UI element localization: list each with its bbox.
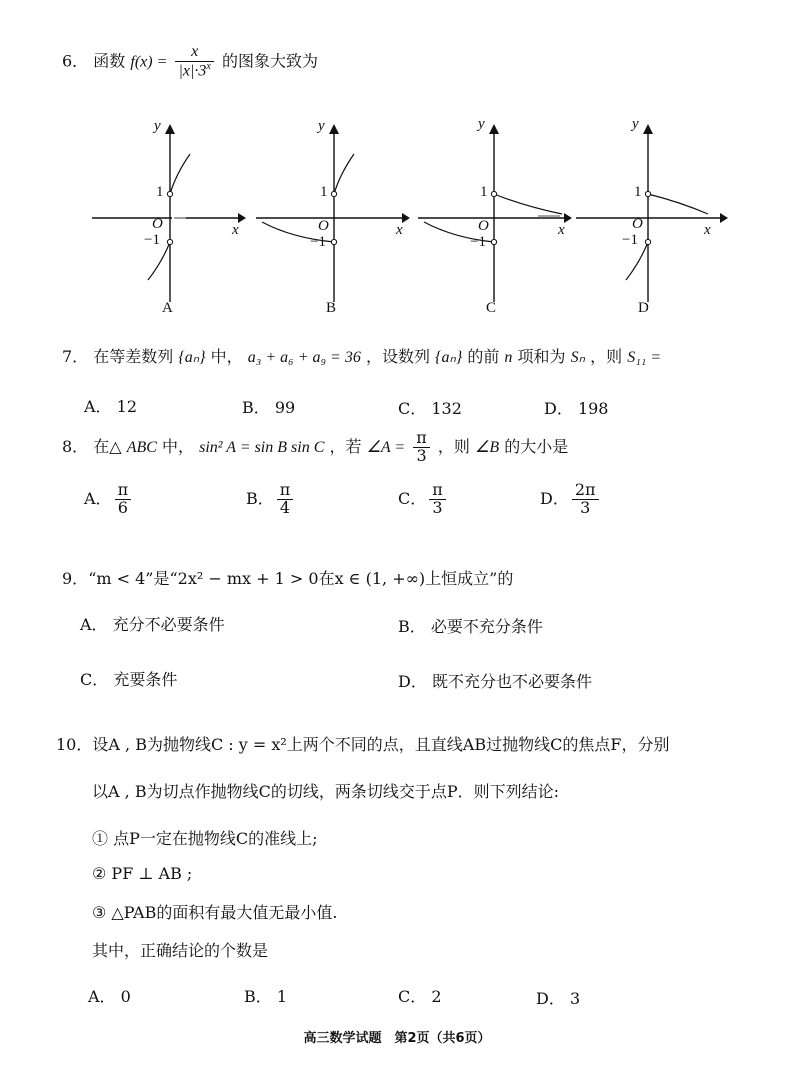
- q8-equation: sin² A = sin B sin C: [199, 438, 325, 456]
- q7-option-a-value: 12: [116, 397, 138, 416]
- q8-option-b-num: π: [277, 482, 294, 500]
- q8-text-b: 中，: [162, 436, 195, 456]
- q10-option-c-letter: C．: [398, 987, 427, 1006]
- q7-text-d: 的前: [467, 347, 500, 366]
- q8-option-b-fraction: [277, 482, 294, 517]
- q8-text-d: ，则: [437, 436, 470, 456]
- q9-number: 9．: [62, 569, 89, 588]
- q9-option-a[interactable]: [80, 612, 225, 635]
- graph-c-x-label: x: [558, 222, 565, 238]
- q8-option-d-num: 2π: [572, 482, 599, 500]
- q7-option-a-letter: A．: [84, 397, 112, 416]
- q10-option-c[interactable]: [398, 984, 442, 1007]
- graph-a: [88, 112, 248, 322]
- q9-option-d-text: 既不充分也不必要条件: [431, 672, 592, 691]
- q6-function-name: f(x) =: [130, 53, 168, 71]
- graph-b-letter: B: [326, 300, 337, 316]
- graph-d-letter: D: [638, 300, 649, 316]
- q8-angle-b: ∠B: [475, 438, 500, 456]
- q7-text-c: ，设数列: [365, 347, 430, 366]
- graph-c-y-label: y: [478, 116, 485, 132]
- graph-b-origin-label: O: [318, 218, 329, 234]
- q7-sequence: {aₙ}: [178, 349, 206, 366]
- graph-c: [414, 112, 574, 322]
- q8-option-a-den: 6: [117, 497, 128, 517]
- q8-option-c-num: π: [429, 482, 446, 500]
- q9-option-b-letter: B．: [398, 617, 426, 636]
- q6-suffix: 的图象大致为: [221, 51, 318, 71]
- q9-option-b[interactable]: [398, 614, 543, 637]
- q8-stem: [62, 430, 568, 465]
- q8-pi: π: [413, 430, 430, 448]
- q7-option-d-value: 198: [577, 399, 609, 418]
- q8-text-e: 的大小是: [504, 436, 569, 456]
- q8-option-b[interactable]: [246, 482, 296, 517]
- q7-number: 7．: [62, 347, 89, 366]
- graph-a-origin-label: O: [152, 216, 163, 232]
- q7-option-d[interactable]: [544, 396, 608, 419]
- q8-option-a-num: π: [115, 482, 132, 500]
- q8-triangle: ABC: [126, 438, 157, 456]
- q10-line-1-text: 设A , B为抛物线C : y = x²上两个不同的点，且直线AB过抛物线C的焦点F，分别: [92, 735, 670, 754]
- q10-item-3: [92, 900, 337, 923]
- q8-option-b-letter: B．: [246, 488, 274, 508]
- q10-conclusion-text: 其中，正确结论的个数是: [92, 941, 269, 960]
- graph-d-x-label: x: [704, 222, 711, 238]
- q10-option-b[interactable]: [244, 984, 287, 1007]
- q7-s11: S₁₁ =: [627, 349, 662, 366]
- q7-text-e: 项和为: [517, 347, 566, 366]
- q10-conclusion: [92, 938, 268, 961]
- q6-stem: [62, 44, 318, 80]
- q10-item-2: [92, 864, 192, 883]
- q8-option-d[interactable]: [540, 482, 602, 517]
- q8-three: 3: [416, 445, 427, 465]
- q10-item-1: [92, 826, 318, 849]
- graph-d: [570, 112, 730, 322]
- q9-option-b-text: 必要不充分条件: [430, 617, 543, 636]
- q7-option-c-value: 132: [431, 399, 462, 418]
- q8-option-d-letter: D．: [540, 488, 569, 508]
- q10-option-a[interactable]: [88, 984, 131, 1007]
- graph-c-letter: C: [486, 300, 497, 316]
- q8-pi-over-3: [413, 430, 430, 465]
- q8-text-a: 在△: [93, 436, 122, 456]
- q7-equation: a₃ + a₆ + a₉ = 36: [247, 349, 361, 366]
- q8-option-d-den: 3: [580, 497, 591, 517]
- q9-stem-text: “m < 4”是“2x² − mx + 1 > 0在x ∈ (1, +∞)上恒成立”的: [88, 569, 514, 588]
- q10-line-2-text: 以A , B为切点作抛物线C的切线，两条切线交于点P．则下列结论:: [92, 782, 559, 801]
- graph-c-origin-label: O: [478, 218, 489, 234]
- graph-b-one-label: 1: [320, 184, 328, 200]
- graph-b-plot: [252, 112, 412, 322]
- q9-stem: [62, 566, 513, 589]
- graph-a-one-label: 1: [156, 184, 164, 200]
- q9-option-d-letter: D．: [398, 672, 427, 691]
- q10-line-2: [92, 779, 559, 802]
- q10-option-c-value: 2: [431, 987, 442, 1006]
- graph-a-plot: [88, 112, 248, 322]
- graph-d-y-label: y: [632, 116, 639, 132]
- q7-stem: [62, 344, 661, 367]
- q9-option-d[interactable]: [398, 669, 592, 692]
- q8-option-c-letter: C．: [398, 488, 427, 508]
- q10-item-3-text: ③ △PAB的面积有最大值无最小值.: [92, 903, 338, 922]
- q7-option-b-letter: B．: [242, 398, 270, 417]
- q8-number: 8．: [62, 436, 89, 456]
- q7-text-f: ，则: [590, 347, 623, 366]
- q7-text-b: 中，: [210, 347, 243, 366]
- q6-denominator-base: |x|·3: [178, 62, 207, 80]
- graph-d-one-label: 1: [634, 184, 642, 200]
- graph-a-neg-one-label: −1: [144, 232, 160, 248]
- graph-d-plot: [570, 112, 730, 322]
- q7-option-a[interactable]: [84, 394, 137, 417]
- q6-prefix: 函数: [93, 51, 126, 71]
- q10-line-1: [56, 732, 669, 755]
- q8-option-c-den: 3: [432, 497, 443, 517]
- q6-number: 6．: [62, 51, 89, 71]
- q10-option-b-letter: B．: [244, 987, 272, 1006]
- q7-option-b[interactable]: [242, 395, 295, 418]
- q8-option-a[interactable]: [84, 482, 134, 517]
- q9-option-c[interactable]: [80, 667, 177, 690]
- graph-b-x-label: x: [396, 222, 403, 238]
- q7-option-d-letter: D．: [544, 399, 573, 418]
- graph-c-neg-one-label: −1: [470, 234, 486, 250]
- q9-option-c-text: 充要条件: [113, 670, 178, 689]
- graph-a-x-label: x: [232, 222, 239, 238]
- graph-b-y-label: y: [318, 118, 325, 134]
- graph-b: [252, 112, 412, 322]
- graph-d-neg-one-label: −1: [622, 232, 638, 248]
- q8-option-c-fraction: [429, 482, 446, 517]
- q10-number: 10．: [56, 735, 93, 754]
- q6-numerator: x: [175, 44, 213, 62]
- graph-a-letter: A: [162, 300, 173, 316]
- q7-sequence-2: {aₙ}: [435, 349, 463, 366]
- q7-n: n: [504, 349, 513, 366]
- q10-item-2-text: ② PF ⊥ AB ;: [92, 864, 193, 883]
- q9-option-a-letter: A．: [80, 615, 108, 634]
- graph-c-one-label: 1: [480, 184, 488, 200]
- q8-option-a-letter: A．: [84, 488, 112, 508]
- q6-fraction: [175, 44, 213, 80]
- q10-option-a-value: 0: [120, 987, 131, 1006]
- page-footer: 高三数学试题 第2页（共6页）: [303, 1031, 491, 1046]
- graph-c-plot: [414, 112, 574, 322]
- q7-option-c-letter: C．: [398, 399, 427, 418]
- q8-option-b-den: 4: [279, 497, 291, 517]
- graph-a-y-label: y: [154, 118, 161, 134]
- q9-option-c-letter: C．: [80, 670, 109, 689]
- q10-option-d-value: 3: [569, 989, 581, 1008]
- q7-option-c[interactable]: [398, 396, 462, 419]
- q10-option-d[interactable]: [536, 986, 580, 1009]
- q7-text-a: 在等差数列: [93, 347, 174, 366]
- q10-option-a-letter: A．: [88, 987, 116, 1006]
- q6-denominator-exponent: x: [206, 60, 211, 72]
- q8-option-c[interactable]: [398, 482, 449, 517]
- q8-option-d-fraction: [572, 482, 599, 517]
- q6-denominator: [175, 62, 213, 80]
- q10-item-1-text: ① 点P一定在抛物线C的准线上;: [92, 829, 318, 848]
- q8-angle-a: ∠A =: [366, 438, 406, 456]
- q8-text-c: ，若: [329, 436, 362, 456]
- q7-option-b-value: 99: [274, 398, 296, 417]
- graph-d-origin-label: O: [632, 216, 643, 232]
- q10-option-b-value: 1: [276, 987, 288, 1006]
- q10-option-d-letter: D．: [536, 989, 565, 1008]
- q7-sn: Sₙ: [570, 349, 585, 366]
- graph-b-neg-one-label: −1: [310, 234, 326, 250]
- q9-option-a-text: 充分不必要条件: [112, 615, 225, 634]
- q8-option-a-fraction: [115, 482, 132, 517]
